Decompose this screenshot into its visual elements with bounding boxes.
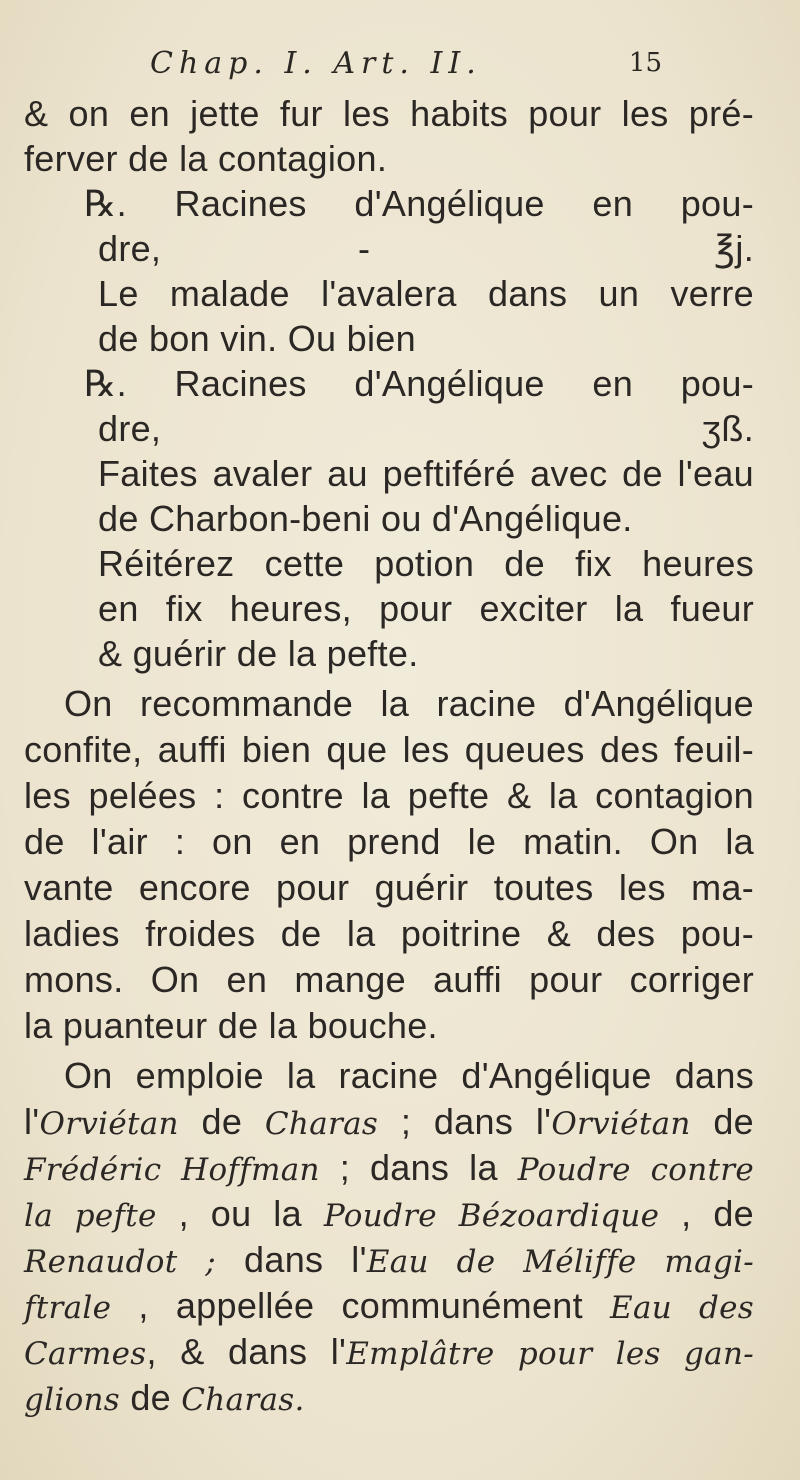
text-line: de bon vin. Ou bien [98, 318, 416, 359]
text-line: Renaudot ; dans l'Eau de Méliffe magi- [24, 1239, 754, 1280]
text-line: la pefte , ou la Poudre Bézoardique , de [24, 1193, 754, 1234]
title-emplatre: Emplâtre pour les gan- [346, 1336, 754, 1372]
text-line: de Charbon-beni ou d'Angélique. [98, 498, 633, 539]
recipe-dose-line [98, 407, 754, 451]
text-line: ftrale , appellée communément Eau des [24, 1285, 754, 1326]
page-header [150, 46, 660, 90]
text-line: confite, auffi bien que les queues des feuil- [24, 729, 754, 770]
page-number: 15 [628, 48, 662, 78]
title-orvietan: Orviétan [551, 1106, 691, 1142]
text-line: en fix heures, pour exciter la fueur [98, 588, 754, 629]
title-poudre: Poudre contre [517, 1152, 754, 1188]
author-charas: Charas [264, 1106, 379, 1142]
text-line: vante encore pour guérir toutes les ma- [24, 867, 754, 908]
title-poudre-bezoardique: Poudre Bézoardique [323, 1198, 660, 1234]
text-line: Réitérez cette potion de fix heures [98, 543, 754, 584]
title-orvietan: Orviétan [39, 1106, 179, 1142]
text-line: ferver de la contagion. [24, 138, 388, 179]
text-line: Le malade l'avalera dans un verre [98, 273, 754, 314]
text-line: les pelées : contre la pefte & la contagion [24, 775, 754, 816]
text-line: Carmes, & dans l'Emplâtre pour les gan- [24, 1331, 754, 1372]
recipe-text: dre, [98, 408, 162, 449]
dose-amount: ʒß. [701, 408, 754, 449]
text-line: Faites avaler au peftiféré avec de l'eau [98, 453, 754, 494]
dose-amount: ℥j. [714, 228, 754, 269]
text-line: l'Orviétan de Charas ; dans l'Orviétan de [24, 1101, 754, 1142]
author-hoffman: Frédéric Hoffman [24, 1152, 320, 1188]
recipe-text: dre, [98, 228, 162, 269]
text-line: mons. On en mange auffi pour corriger [24, 959, 754, 1000]
title-eau-de-melisse: Eau de Méliffe magi- [366, 1244, 754, 1280]
text-line: ladies froides de la poitrine & des pou- [24, 913, 754, 954]
recipe-line: ℞. Racines d'Angélique en pou- [84, 183, 754, 224]
text-line: & on en jette fur les habits pour les pré- [24, 93, 754, 134]
recipe-line: ℞. Racines d'Angélique en pou- [84, 363, 754, 404]
text-line: Frédéric Hoffman ; dans la Poudre contre [24, 1147, 754, 1188]
dose-dash: - [358, 228, 371, 269]
running-title: Chap. I. Art. II. [150, 46, 482, 81]
text-line: glions de Charas. [24, 1377, 305, 1418]
text-line: On emploie la racine d'Angélique dans [64, 1055, 754, 1096]
text-line: On recommande la racine d'Angélique [64, 683, 754, 724]
text-line: la puanteur de la bouche. [24, 1005, 438, 1046]
author-renaudot: Renaudot ; [24, 1244, 217, 1280]
recipe-dose-line [98, 227, 754, 271]
text-line: & guérir de la pefte. [98, 633, 419, 674]
author-charas: Charas. [181, 1382, 305, 1418]
text-line: de l'air : on en prend le matin. On la [24, 821, 754, 862]
title-eau-des-carmes: Eau des [610, 1290, 754, 1326]
